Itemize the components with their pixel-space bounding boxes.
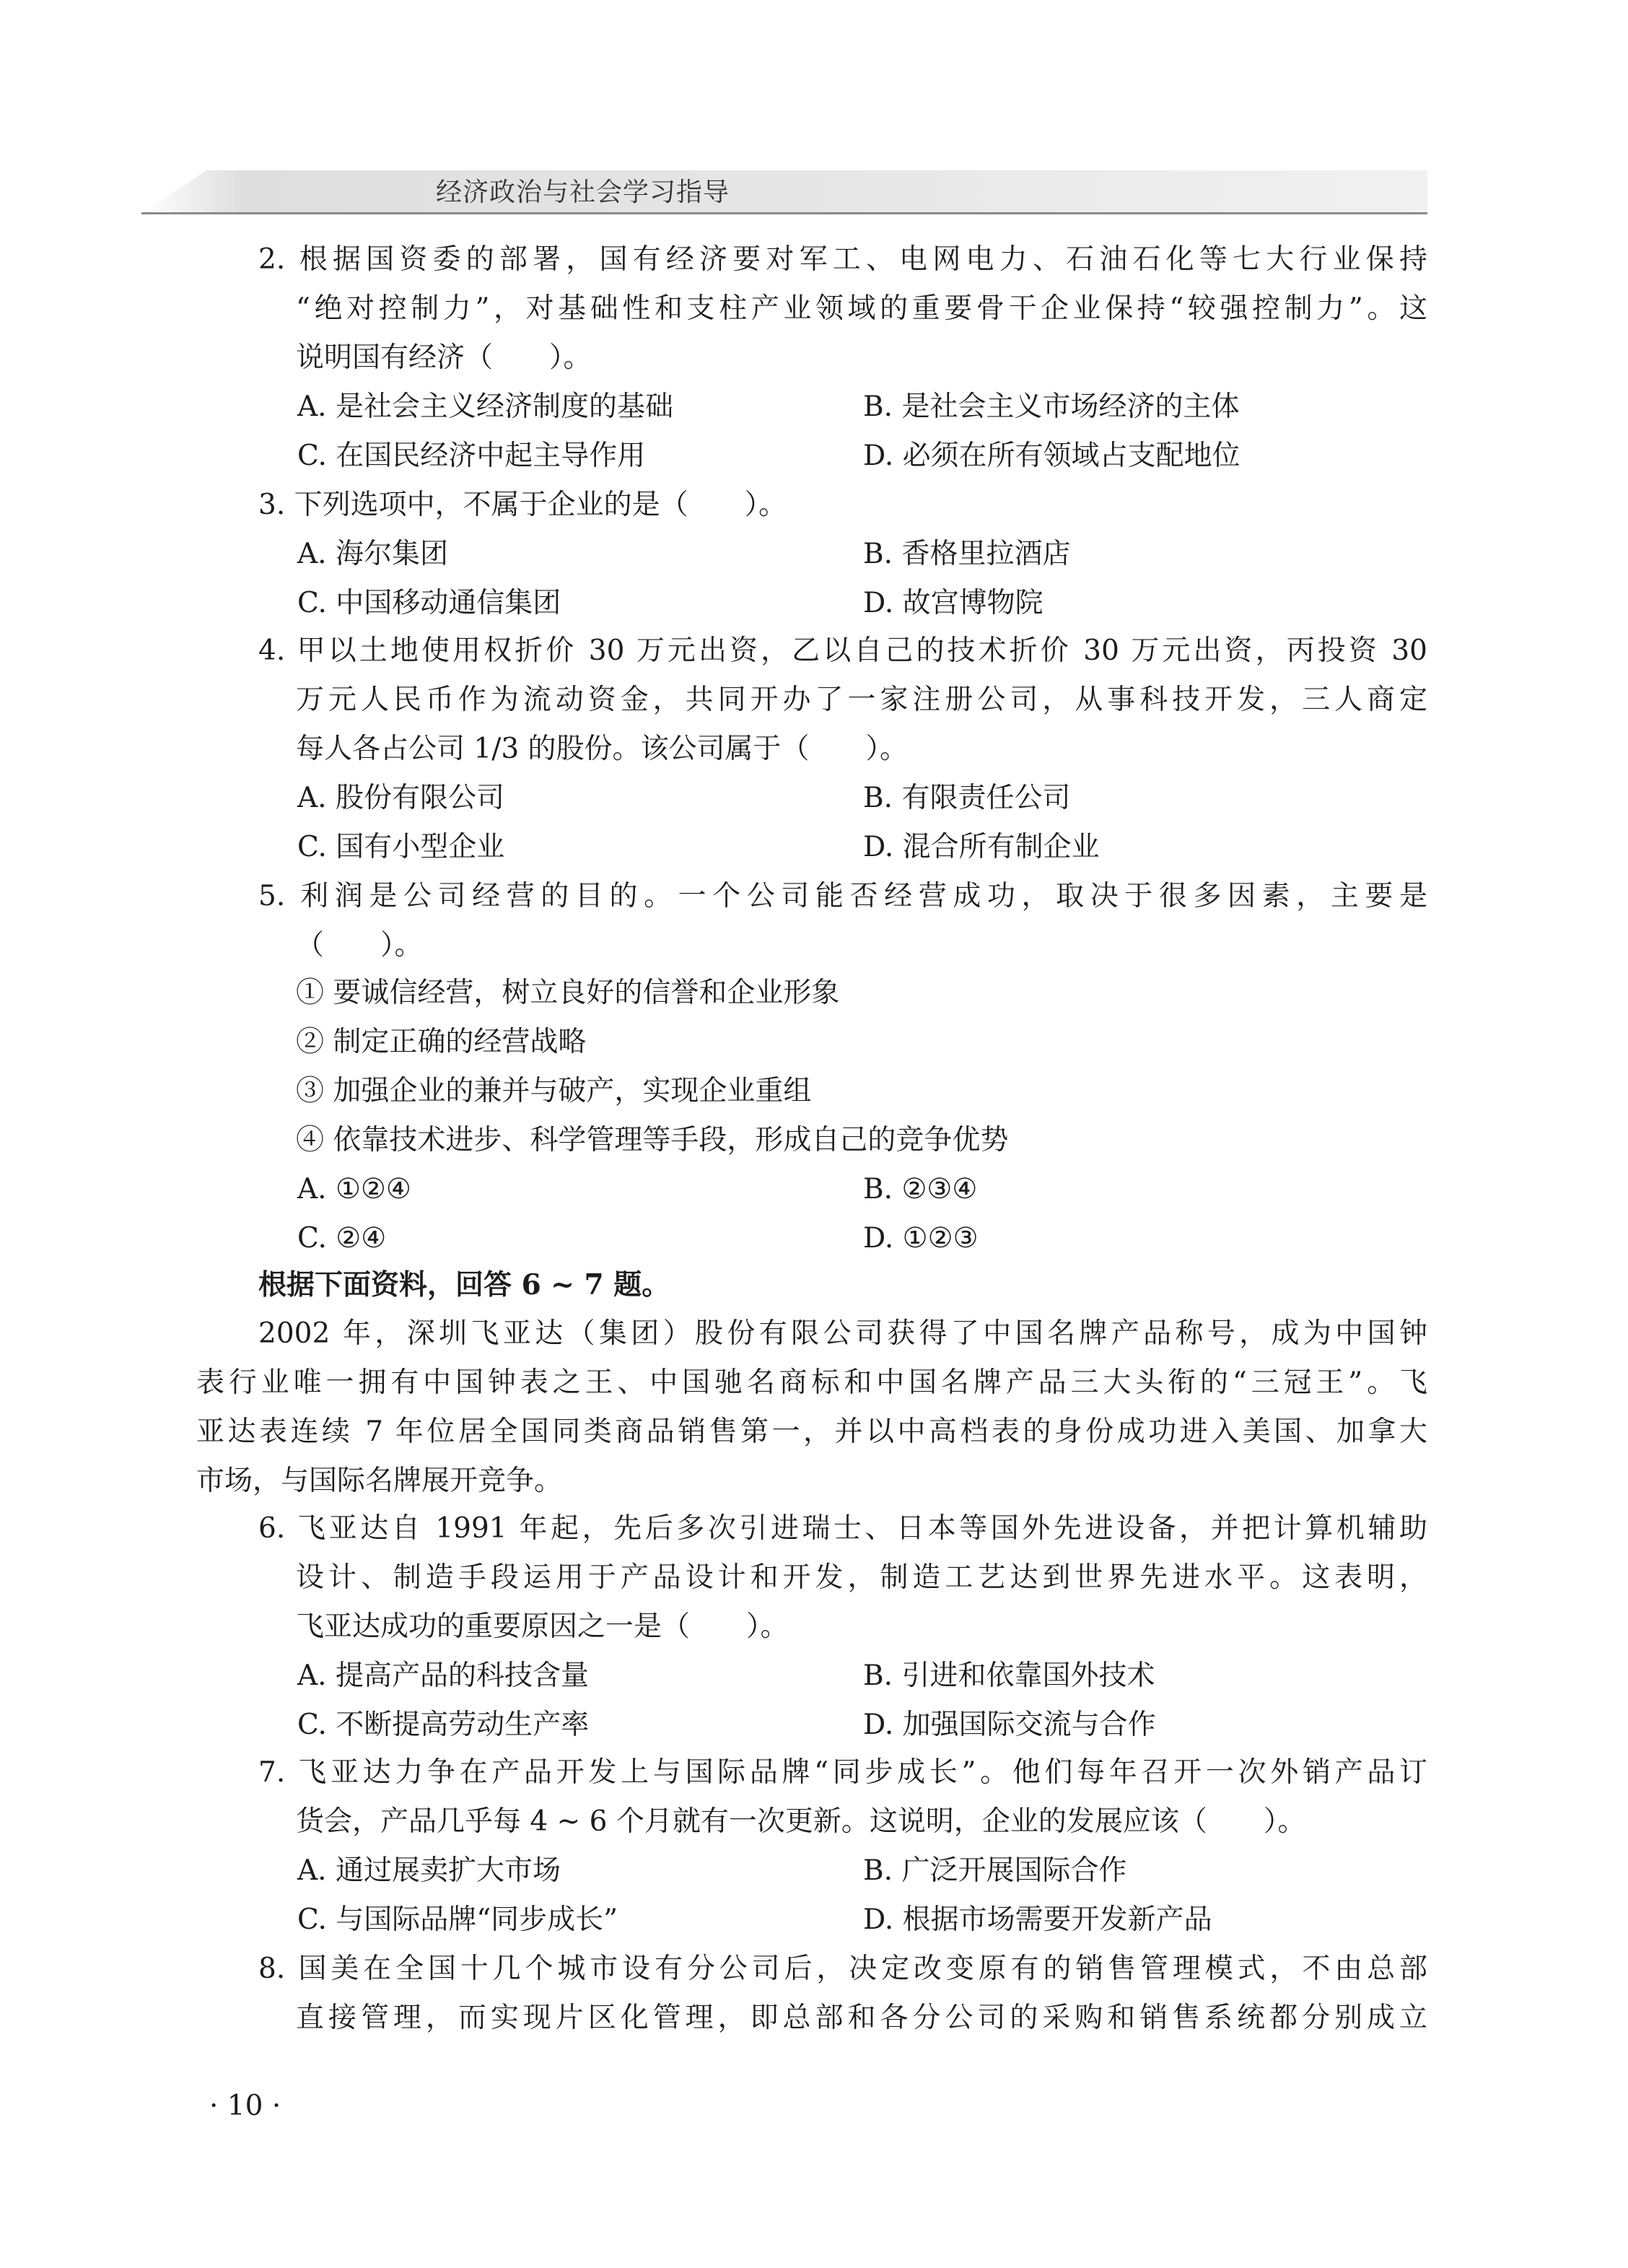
running-header [141, 165, 1427, 215]
question-5-option-c: C. ②④ [297, 1222, 387, 1255]
question-4-line-1: 4. 甲以土地使用权折价 30 万元出资，乙以自己的技术折价 30 万元出资，丙投资 30 [258, 634, 1427, 667]
question-2-option-c: C. 在国民经济中起主导作用 [297, 440, 646, 472]
header-title: 经济政治与社会学习指导 [436, 178, 730, 207]
question-5-statement-4: ④ 依靠技术进步、科学管理等手段，形成自己的竞争优势 [296, 1124, 1009, 1156]
question-8-line-1: 8. 国美在全国十几个城市设有分公司后，决定改变原有的销售管理模式，不由总部 [258, 1953, 1427, 1985]
material-line-3: 亚达表连续 7 年位居全国同类商品销售第一，并以中高档表的身份成功进入美国、加拿大 [196, 1416, 1427, 1448]
question-5-statement-3: ③ 加强企业的兼并与破产，实现企业重组 [296, 1075, 812, 1107]
question-5-line-1: 5. 利润是公司经营的目的。一个公司能否经营成功，取决于很多因素，主要是 [258, 880, 1427, 912]
question-6-option-d: D. 加强国际交流与合作 [863, 1709, 1156, 1741]
question-3-option-a: A. 海尔集团 [297, 538, 448, 570]
question-2-line-2: “绝对控制力”，对基础性和支柱产业领域的重要骨干企业保持“较强控制力”。这 [296, 292, 1427, 325]
question-4-line-3: 每人各占公司 1/3 的股份。该公司属于（ ）。 [296, 733, 909, 765]
question-8-line-2: 直接管理，而实现片区化管理，即总部和各分公司的采购和销售系统都分别成立 [296, 2002, 1427, 2034]
question-6-option-b: B. 引进和依靠国外技术 [863, 1659, 1155, 1692]
question-5-option-b: B. ②③④ [863, 1173, 978, 1205]
header-band [141, 170, 1427, 214]
question-4-option-c: C. 国有小型企业 [297, 831, 505, 863]
question-7-option-a: A. 通过展卖扩大市场 [297, 1854, 561, 1887]
question-4-option-a: A. 股份有限公司 [297, 782, 504, 814]
question-6-option-a: A. 提高产品的科技含量 [297, 1659, 589, 1692]
question-3-line-1: 3. 下列选项中，不属于企业的是（ ）。 [258, 489, 787, 521]
question-7-option-d: D. 根据市场需要开发新产品 [863, 1903, 1212, 1936]
question-5-line-2: （ ）。 [296, 929, 423, 961]
material-heading: 根据下面资料，回答 6 ~ 7 题。 [258, 1268, 670, 1301]
question-4-option-d: D. 混合所有制企业 [863, 831, 1100, 863]
question-5-statement-1: ① 要诚信经营，树立良好的信誉和企业形象 [296, 977, 840, 1009]
question-7-line-2: 货会，产品几乎每 4 ~ 6 个月就有一次更新。这说明，企业的发展应该（ ）。 [296, 1805, 1306, 1838]
question-6-option-c: C. 不断提高劳动生产率 [297, 1709, 590, 1741]
question-5-option-d: D. ①②③ [863, 1222, 979, 1255]
question-4-line-2: 万元人民币作为流动资金，共同开办了一家注册公司，从事科技开发，三人商定 [296, 684, 1427, 716]
question-4-option-b: B. 有限责任公司 [863, 782, 1071, 814]
question-2-line-1: 2. 根据国资委的部署，国有经济要对军工、电网电力、石油石化等七大行业保持 [258, 243, 1427, 276]
question-6-line-1: 6. 飞亚达自 1991 年起，先后多次引进瑞士、日本等国外先进设备，并把计算机辅助 [258, 1512, 1427, 1545]
material-line-2: 表行业唯一拥有中国钟表之王、中国驰名商标和中国名牌产品三大头衔的“三冠王”。飞 [196, 1366, 1427, 1399]
material-line-1: 2002 年，深圳飞亚达（集团）股份有限公司获得了中国名牌产品称号，成为中国钟 [258, 1317, 1427, 1350]
question-5-option-a: A. ①②④ [297, 1173, 411, 1205]
question-5-statement-2: ② 制定正确的经营战略 [296, 1026, 587, 1058]
question-2-line-3: 说明国有经济（ ）。 [296, 341, 592, 374]
question-2-option-d: D. 必须在所有领域占支配地位 [863, 440, 1240, 472]
header-rule [141, 212, 1427, 214]
question-2-option-b: B. 是社会主义市场经济的主体 [863, 391, 1240, 423]
question-7-line-1: 7. 飞亚达力争在产品开发上与国际品牌“同步成长”。他们每年召开一次外销产品订 [258, 1756, 1427, 1789]
question-7-option-c: C. 与国际品牌“同步成长” [297, 1903, 618, 1936]
question-6-line-2: 设计、制造手段运用于产品设计和开发，制造工艺达到世界先进水平。这表明， [296, 1561, 1427, 1594]
question-3-option-d: D. 故宫博物院 [863, 587, 1043, 619]
question-7-option-b: B. 广泛开展国际合作 [863, 1854, 1127, 1887]
material-line-4: 市场，与国际名牌展开竞争。 [196, 1465, 563, 1497]
question-6-line-3: 飞亚达成功的重要原因之一是（ ）。 [296, 1610, 789, 1643]
page-number: · 10 · [209, 2090, 281, 2122]
question-3-option-c: C. 中国移动通信集团 [297, 587, 561, 619]
question-2-option-a: A. 是社会主义经济制度的基础 [297, 391, 673, 423]
question-3-option-b: B. 香格里拉酒店 [863, 538, 1071, 570]
